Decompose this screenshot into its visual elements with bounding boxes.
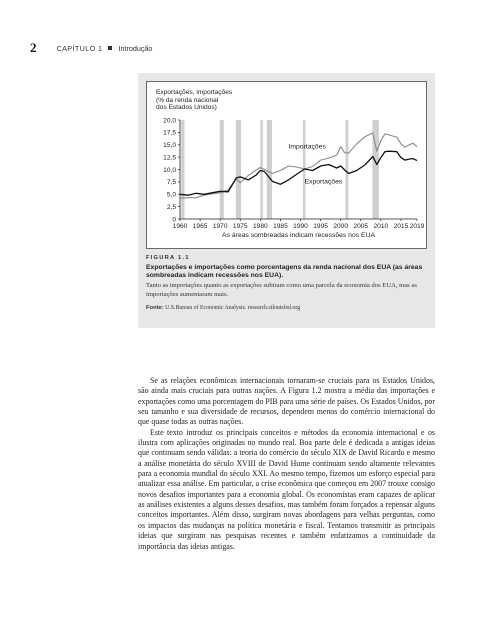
x-tick-label: 2005	[353, 223, 369, 230]
y-tick-label: 0	[172, 216, 176, 224]
series-annotation: Importações	[288, 143, 326, 151]
paragraph: Se as relações econômicas internacionais tornaram-se cruciais para os Estados Unidos, são ainda mais cruciais para outras nações. A Figura 1.2 mostra a média das importações e exportações como uma porcentagem do PIB para uma série de países. Os Estados Unidos, por seu tamanho e sua diversidade de recursos, dependem menos do comércio internacional do que quase todas as outras nações.	[138, 376, 435, 427]
x-tick-label: 2000	[333, 223, 349, 230]
recession-band	[220, 120, 224, 219]
x-tick-label: 2019	[409, 223, 425, 230]
figure-box	[138, 73, 435, 328]
header-bullet-icon	[108, 46, 112, 50]
y-axis-label-line: Exportações, importações	[156, 89, 233, 96]
page-header	[30, 41, 152, 55]
y-tick-label: 17,5	[163, 129, 176, 137]
x-tick-label: 2015	[393, 223, 409, 230]
y-axis-label-line: (% da renda nacional	[156, 96, 219, 104]
recession-band	[181, 120, 184, 219]
x-tick-label: 1995	[313, 223, 328, 230]
x-tick-label: 1970	[212, 223, 228, 230]
paragraph: Este texto introduz os principais conceitos e métodos da economia internacional e os ilustra com aplicações originadas no mundo real. Boa parte dele é dedicada a antigas ideias que continuam sendo válidas: a teoria do comércio do século XIX de David Ricardo e mesmo a análise monetária do século XVIII de David Hume continuam sendo altamente relevantes para a economia mundial do século XXI. Ao mesmo tempo, fizemos um esforço especial para atualizar essa análise. Em particular, a crise econômica que começou em 2007 trouxe consigo novos desafios importantes para a economia global. Os economistas eram capazes de aplicar as análises existentes a alguns desses desafios, mas também foram forçados a repensar alguns conceitos importantes. Além disso, surgiram novas abordagens para velhas perguntas, como os impactos das mudanças na política monetária e fiscal. Tentamos transmitir as principais ideias que surgiram nas pesquisas recentes e também enfatizamos a continuidade da importância das ideias antigas.	[138, 427, 435, 551]
recession-band	[260, 120, 263, 219]
y-tick-label: 12,5	[163, 154, 176, 162]
x-tick-label: 1980	[253, 223, 268, 230]
series-annotation: Exportações	[304, 178, 343, 186]
y-tick-label: 7,5	[166, 179, 176, 187]
x-tick-label: 1990	[293, 223, 308, 230]
series-line-imports	[180, 133, 417, 198]
x-tick-label: 1975	[232, 223, 248, 230]
section-label: Introdução	[118, 43, 153, 53]
x-tick-label: 2010	[373, 223, 389, 230]
figure-title: Exportações e importações como porcentagens da renda nacional dos EUA (as áreas sombreadas indicam recessões nos EUA).	[146, 264, 423, 280]
source-text: U.S.Bureau of Economic Analysis. research.stlouisfed.org	[165, 305, 301, 311]
chart-svg	[147, 82, 428, 250]
series-line-exports	[180, 151, 417, 195]
recession-band	[345, 120, 348, 219]
source-label: Fonte:	[146, 305, 164, 311]
x-tick-label: 1985	[273, 223, 288, 230]
x-tick-label: 1965	[192, 223, 208, 230]
y-tick-label: 2,5	[166, 203, 176, 211]
y-tick-label: 10,0	[163, 166, 176, 174]
recession-band	[267, 120, 272, 219]
figure-description: Tanto as importações quanto as exportações subiram como uma parcela da economia dos EUA, mas as importações aumentaram mais.	[146, 282, 417, 298]
chapter-label: CAPÍTULO 1	[56, 43, 103, 53]
recession-band	[236, 120, 241, 219]
page-number: 2	[30, 40, 37, 55]
y-tick-label: 5,0	[166, 191, 176, 199]
x-axis-label: As áreas sombreadas indicam recessões nos EUA	[222, 232, 375, 239]
figure-label: FIGURA 1.1	[146, 255, 190, 261]
body-text	[138, 376, 435, 552]
x-tick-label: 1960	[172, 223, 188, 230]
y-tick-label: 15,0	[163, 142, 176, 150]
y-axis-label-line: dos Estados Unidos)	[156, 104, 217, 112]
y-tick-label: 20,0	[163, 117, 176, 125]
figure-caption	[146, 255, 427, 311]
chart-panel	[146, 81, 427, 249]
figure-source	[146, 305, 427, 311]
